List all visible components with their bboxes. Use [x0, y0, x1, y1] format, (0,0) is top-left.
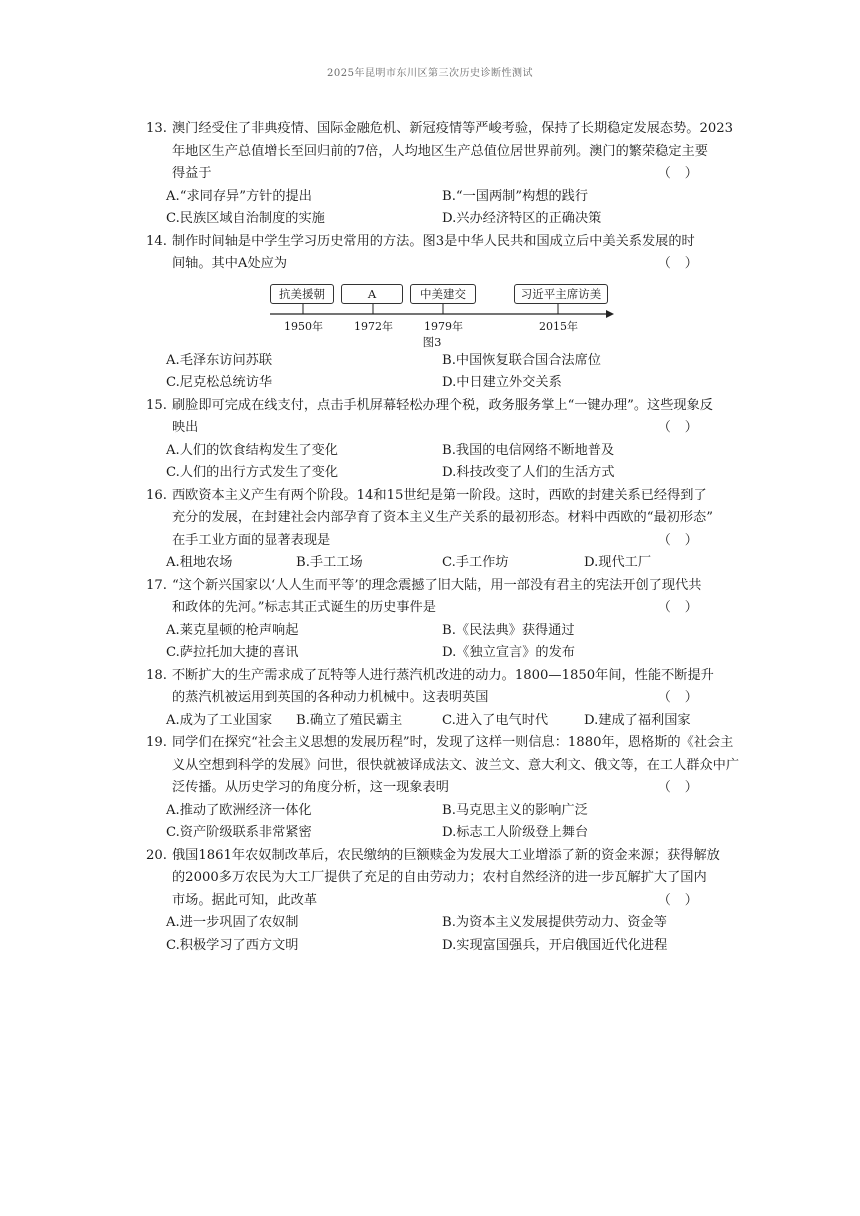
question-number: 20. — [146, 847, 167, 863]
option-a: A.推动了欧洲经济一体化 — [166, 802, 312, 818]
option-c: C.人们的出行方式发生了变化 — [166, 465, 339, 480]
option-b: B.“一国两制”构想的践行 — [442, 188, 589, 204]
option-c: C.积极学习了西方文明 — [166, 937, 299, 953]
question-number: 14. — [146, 233, 167, 249]
question-stem: 映出 — [172, 420, 199, 435]
question-13 — [146, 118, 734, 231]
answer-bracket: （） — [657, 532, 712, 548]
option-d: D.建成了福利国家 — [584, 712, 691, 728]
question-number: 18. — [146, 667, 167, 683]
question-19 — [146, 732, 740, 845]
option-a: A.成为了工业国家 — [166, 712, 273, 728]
question-stem: 西欧资本主义产生有两个阶段。14和15世纪是第一阶段。这时，西欧的封建关系已经得到了 — [172, 487, 707, 503]
option-c: C.资产阶级联系非常紧密 — [166, 825, 312, 840]
question-stem: 年地区生产总值增长至回归前的7倍，人均地区生产总值位居世界前列。澳门的繁荣稳定主要 — [172, 143, 708, 159]
question-stem: 间轴。其中A处应为 — [172, 256, 288, 271]
option-b: B.手工工场 — [296, 555, 363, 570]
answer-bracket: （） — [657, 780, 712, 795]
figure-caption: 图3 — [422, 334, 442, 349]
question-number: 19. — [146, 735, 167, 750]
answer-bracket: （） — [657, 256, 712, 271]
option-d: D.科技改变了人们的生活方式 — [442, 465, 615, 480]
timeline-figure — [146, 278, 718, 350]
option-a: A.进一步巩固了农奴制 — [166, 915, 299, 930]
option-c: C.民族区域自治制度的实施 — [166, 211, 325, 226]
question-20 — [146, 845, 718, 958]
option-d: D.实现富国强兵，开启俄国近代化进程 — [442, 937, 668, 953]
option-a: A.人们的饮食结构发生了变化 — [166, 442, 338, 458]
question-stem: 在手工业方面的显著表现是 — [172, 532, 331, 548]
option-c: C.尼克松总统访华 — [166, 375, 273, 390]
option-b: B.马克思主义的影响广泛 — [442, 802, 588, 818]
question-stem: 的2000多万农民为大工厂提供了充足的自由劳动力；农村自然经济的进一步瓦解扩大了国内 — [172, 870, 707, 885]
question-stem: 充分的发展，在封建社会内部孕育了资本主义生产关系的最初形态。材料中西欧的“最初形态” — [172, 510, 713, 525]
timeline-year-3: 1979年 — [424, 319, 463, 333]
question-stem: “这个新兴国家以‘人人生而平等’的理念震撼了旧大陆，用一部没有君主的宪法开创了现代共 — [172, 577, 702, 593]
question-stem: 澳门经受住了非典疫情、国际金融危机、新冠疫情等严峻考验，保持了长期稳定发展态势。2023 — [172, 121, 734, 136]
question-stem: 制作时间轴是中学生学习历史常用的方法。图3是中华人民共和国成立后中美关系发展的时 — [172, 233, 695, 249]
timeline-event-2: A — [341, 284, 403, 304]
option-d: D.《独立宣言》的发布 — [442, 645, 575, 660]
option-d: D.兴办经济特区的正确决策 — [442, 211, 602, 226]
answer-bracket: （） — [657, 690, 712, 705]
question-number: 17. — [146, 577, 167, 593]
option-b: B.我国的电信网络不断地普及 — [442, 442, 615, 458]
option-a: A.租地农场 — [166, 555, 233, 570]
answer-bracket: （） — [657, 892, 712, 908]
question-stem: 不断扩大的生产需求成了瓦特等人进行蒸汽机改进的动力。1800—1850年间，性能不断提升 — [172, 667, 714, 683]
timeline-event-3: 中美建交 — [410, 284, 476, 304]
question-18 — [146, 665, 718, 733]
option-d: D.中日建立外交关系 — [442, 375, 562, 390]
question-stem: 泛传播。从历史学习的角度分析，这一现象表明 — [172, 780, 449, 795]
option-a: A.“求同存异”方针的提出 — [166, 188, 312, 204]
answer-bracket: （） — [657, 600, 712, 615]
question-number: 15. — [146, 397, 167, 413]
option-b: B.中国恢复联合国合法席位 — [442, 352, 601, 368]
question-stem: 义从空想到科学的发展》问世，很快就被译成法文、波兰文、意大利文、俄文等，在工人群众中广 — [172, 757, 740, 773]
question-stem: 俄国1861年农奴制改革后，农民缴纳的巨额赎金为发展大工业增添了新的资金来源；获得解放 — [172, 847, 720, 863]
timeline-event-4: 习近平主席访美 — [514, 284, 608, 304]
question-stem: 同学们在探究“社会主义思想的发展历程”时，发现了这样一则信息：1880年，恩格斯的《社会主 — [172, 735, 734, 750]
page-header: 2025年昆明市东川区第三次历史诊断性测试 — [327, 68, 533, 79]
answer-bracket: （） — [657, 166, 712, 181]
timeline-year-2: 1972年 — [354, 319, 393, 333]
question-17 — [146, 575, 718, 665]
option-b: B.确立了殖民霸主 — [296, 712, 403, 728]
timeline-event-1: 抗美援朝 — [270, 284, 334, 304]
timeline-year-1: 1950年 — [284, 319, 323, 333]
option-b: B.《民法典》获得通过 — [442, 622, 575, 638]
question-stem: 市场。据此可知，此改革 — [172, 892, 318, 908]
question-number: 13. — [146, 121, 167, 136]
option-d: D.现代工厂 — [584, 555, 652, 570]
question-stem: 刷脸即可完成在线支付，点击手机屏幕轻松办理个税，政务服务掌上“一键办理”。这些现象反 — [172, 397, 713, 413]
option-a: A.莱克星顿的枪声响起 — [166, 622, 299, 638]
question-list — [146, 118, 740, 957]
question-number: 16. — [146, 487, 167, 503]
option-a: A.毛泽东访问苏联 — [166, 352, 273, 368]
option-c: C.进入了电气时代 — [442, 712, 549, 728]
option-d: D.标志工人阶级登上舞台 — [442, 825, 589, 840]
question-15 — [146, 395, 718, 485]
question-14 — [146, 231, 718, 395]
option-c: C.手工作坊 — [442, 555, 509, 570]
question-16 — [146, 485, 718, 575]
question-stem: 和政体的先河。”标志其正式诞生的历史事件是 — [172, 600, 436, 615]
option-b: B.为资本主义发展提供劳动力、资金等 — [442, 915, 667, 930]
question-stem: 得益于 — [172, 166, 212, 181]
answer-bracket: （） — [657, 420, 712, 435]
option-c: C.萨拉托加大捷的喜讯 — [166, 645, 299, 660]
timeline-year-4: 2015年 — [539, 319, 578, 333]
question-stem: 的蒸汽机被运用到英国的各种动力机械中。这表明英国 — [172, 690, 489, 705]
